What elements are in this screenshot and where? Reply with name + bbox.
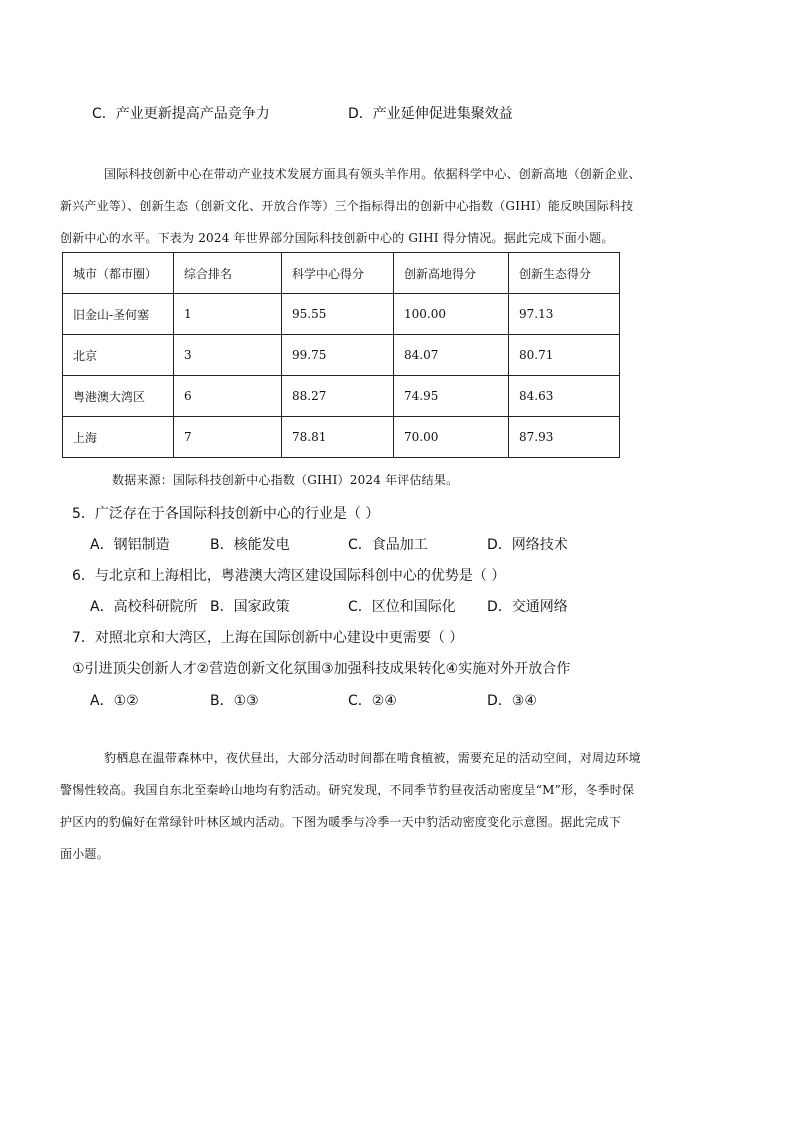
table-cell: 100.00 bbox=[394, 294, 509, 335]
table-cell: 74.95 bbox=[394, 376, 509, 417]
question-7-statements: ①引进顶尖创新人才②营造创新文化氛围③加强科技成果转化④实施对外开放合作 bbox=[72, 661, 571, 677]
table-cell: 88.27 bbox=[282, 376, 394, 417]
table-cell: 99.75 bbox=[282, 335, 394, 376]
q6-option-c[interactable]: C．区位和国际化 bbox=[348, 599, 456, 615]
q6-option-a[interactable]: A．高校科研院所 bbox=[90, 599, 198, 615]
table-row bbox=[63, 417, 620, 458]
q6-option-d[interactable]: D．交通网络 bbox=[487, 599, 568, 615]
header-innovation: 创新高地得分 bbox=[394, 253, 509, 294]
q7-option-b[interactable]: B．①③ bbox=[210, 693, 259, 709]
intro2-line-2: 警惕性较高。我国自东北至秦岭山地均有豹活动。研究发现，不同季节豹昼夜活动密度呈“M”形，冬季时保 bbox=[60, 783, 635, 797]
header-city: 城市（都市圈） bbox=[63, 253, 174, 294]
table-cell: 95.55 bbox=[282, 294, 394, 335]
q6-option-b[interactable]: B．国家政策 bbox=[210, 599, 290, 615]
intro1-line-1: 国际科技创新中心在带动产业技术发展方面具有领头羊作用。依据科学中心、创新高地（创新企业、 bbox=[104, 167, 641, 181]
table-cell: 3 bbox=[174, 335, 282, 376]
table-cell: 70.00 bbox=[394, 417, 509, 458]
table-cell: 84.07 bbox=[394, 335, 509, 376]
intro2-line-1: 豹栖息在温带森林中，夜伏昼出，大部分活动时间都在啃食植被，需要充足的活动空间，对周边环境 bbox=[104, 751, 641, 765]
table-cell: 87.93 bbox=[509, 417, 620, 458]
table-cell: 97.13 bbox=[509, 294, 620, 335]
question-5-stem: 5．广泛存在于各国际科技创新中心的行业是（ ） bbox=[72, 506, 380, 522]
header-rank: 综合排名 bbox=[174, 253, 282, 294]
table-row bbox=[63, 376, 620, 417]
table-row bbox=[63, 335, 620, 376]
q7-option-a[interactable]: A．①② bbox=[90, 693, 139, 709]
header-ecosystem: 创新生态得分 bbox=[509, 253, 620, 294]
intro1-line-3: 创新中心的水平。下表为 2024 年世界部分国际科技创新中心的 GIHI 得分情况。据此完成下面小题。 bbox=[60, 231, 614, 245]
table-cell: 78.81 bbox=[282, 417, 394, 458]
header-science: 科学中心得分 bbox=[282, 253, 394, 294]
table-cell: 7 bbox=[174, 417, 282, 458]
q5-option-a[interactable]: A．钢铝制造 bbox=[90, 537, 170, 553]
q7-option-c[interactable]: C．②④ bbox=[348, 693, 397, 709]
q5-option-c[interactable]: C．食品加工 bbox=[348, 537, 428, 553]
table-cell: 上海 bbox=[63, 417, 174, 458]
table-cell: 6 bbox=[174, 376, 282, 417]
q7-option-d[interactable]: D．③④ bbox=[487, 693, 537, 709]
table-cell: 1 bbox=[174, 294, 282, 335]
table-cell: 北京 bbox=[63, 335, 174, 376]
table-cell: 80.71 bbox=[509, 335, 620, 376]
table-cell: 84.63 bbox=[509, 376, 620, 417]
question-7-stem: 7．对照北京和大湾区，上海在国际创新中心建设中更需要（ ） bbox=[72, 630, 464, 646]
table-row bbox=[63, 294, 620, 335]
intro1-line-2: 新兴产业等）、创新生态（创新文化、开放合作等）三个指标得出的创新中心指数（GIHI）能反映国际科技 bbox=[60, 199, 634, 213]
q5-option-d[interactable]: D．网络技术 bbox=[487, 537, 568, 553]
table-cell: 粤港澳大湾区 bbox=[63, 376, 174, 417]
table-source-note: 数据来源：国际科技创新中心指数（GIHI）2024 年评估结果。 bbox=[112, 473, 459, 487]
table-header-row bbox=[63, 253, 620, 294]
table-cell: 旧金山-圣何塞 bbox=[63, 294, 174, 335]
intro2-line-4: 面小题。 bbox=[60, 847, 109, 861]
q5-option-b[interactable]: B．核能发电 bbox=[210, 537, 290, 553]
gihi-score-table bbox=[62, 252, 620, 458]
question-6-stem: 6．与北京和上海相比，粤港澳大湾区建设国际科创中心的优势是（ ） bbox=[72, 568, 506, 584]
option-d-prev: D．产业延伸促进集聚效益 bbox=[348, 106, 513, 122]
intro2-line-3: 护区内的豹偏好在常绿针叶林区域内活动。下图为暖季与冷季一天中豹活动密度变化示意图。据此完成下 bbox=[60, 815, 622, 829]
option-c-prev: C．产业更新提高产品竞争力 bbox=[92, 106, 270, 122]
